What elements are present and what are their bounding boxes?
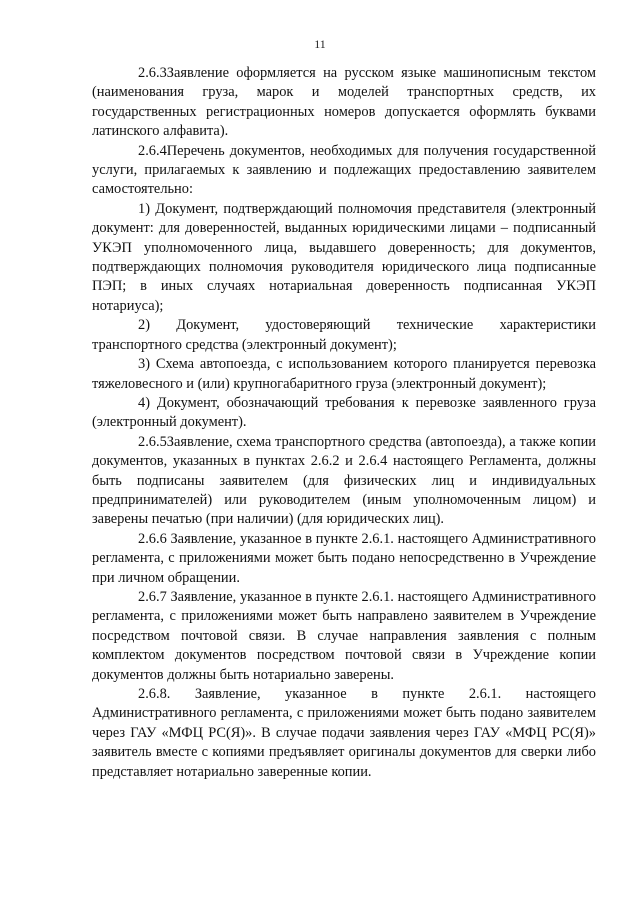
list-item-3: 3) Схема автопоезда, с использованием которого планируется перевозка тяжеловесного и (или) крупногабаритного груза (электронный документ); [92, 356, 596, 392]
document-body [92, 64, 596, 782]
list-item-1: 1) Документ, подтверждающий полномочия представителя (электронный документ: для доверенностей, выданных юридическими лицами – подписанный УКЭП уполномоченного лица, выдавшего доверенность; для документов, подтверждающих полномочия руководителя юридического лица подписанные ПЭП; в иных случаях нотариальная доверенность подписанная УКЭП нотариуса); [92, 200, 596, 314]
paragraph-2-6-5: 2.6.5Заявление, схема транспортного средства (автопоезда), а также копии документов, указанных в пунктах 2.6.2 и 2.6.4 настоящего Регламента, должны быть подписаны заявителем (для физических лиц и индивидуальных предпринимателей) или руководителем (иным уполномоченным лицом) и заверены печатью (при наличии) (для юридических лиц). [92, 433, 596, 528]
paragraph-2-6-4: 2.6.4Перечень документов, необходимых для получения государственной услуги, прилагаемых к заявлению и подлежащих предоставлению заявителем самостоятельно: [92, 142, 596, 198]
list-item-4: 4) Документ, обозначающий требования к перевозке заявленного груза (электронный документ). [92, 394, 596, 431]
paragraph-2-6-8: 2.6.8. Заявление, указанное в пункте 2.6.1. настоящего Административного регламента, с приложениями может быть подано заявителем через ГАУ «МФЦ РС(Я)». В случае подачи заявления через ГАУ «МФЦ РС(Я)» заявитель вместе с копиями предъявляет оригиналы документов для сверки либо представляет нотариально заверенные копии. [92, 686, 596, 780]
paragraph-2-6-3: 2.6.3Заявление оформляется на русском языке машинописным текстом (наименования груза, марок и моделей транспортных средств, их государственных регистрационных номеров допускается оформлять буквами латинского алфавита). [92, 65, 596, 140]
list-item-2: 2) Документ, удостоверяющий технические характеристики транспортного средства (электронный документ); [92, 317, 596, 353]
page-number: 11 [314, 37, 326, 51]
paragraph-2-6-7: 2.6.7 Заявление, указанное в пункте 2.6.1. настоящего Административного регламента, с приложениями может быть направлено заявителем в Учреждение посредством почтовой связи. В случае направления заявления с полным комплектом документов посредством почтовой связи в Учреждение копии документов должны быть нотариально заверены. [92, 588, 596, 683]
paragraph-2-6-6: 2.6.6 Заявление, указанное в пункте 2.6.1. настоящего Административного регламента, с приложениями может быть подано непосредственно в Учреждение при личном обращении. [92, 530, 596, 586]
